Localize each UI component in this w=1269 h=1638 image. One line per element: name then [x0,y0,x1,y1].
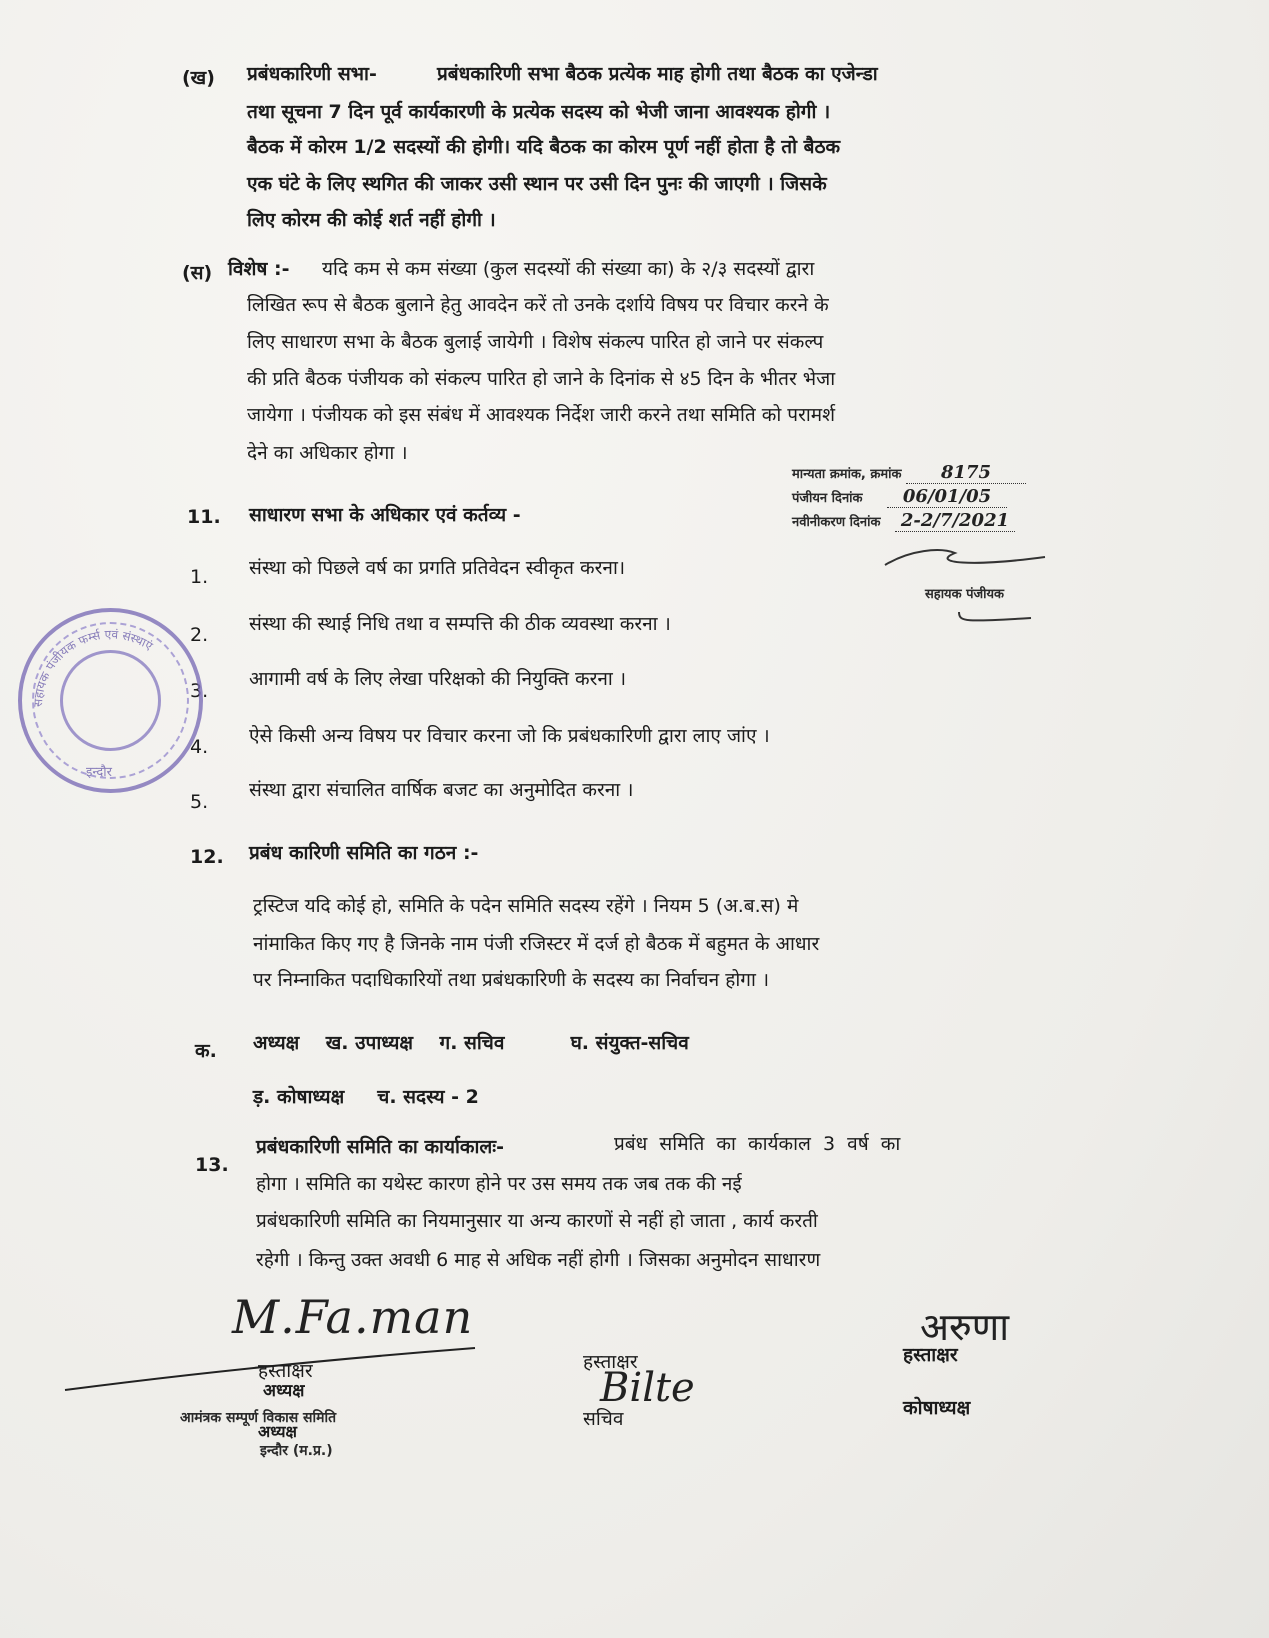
section-12-line: नांमाकित किए गए है जिनके नाम पंजी रजिस्टर में दर्ज हो बैठक में बहुमत के आधार [253,933,820,955]
section-sa-line: लिए साधारण सभा के बैठक बुलाई जायेगी । विशेष संकल्प पारित हो जाने पर संकल्प [247,331,824,353]
president-seal: आमंत्रक सम्पूर्ण विकास समिति [180,1410,337,1426]
section-11-heading: साधारण सभा के अधिकार एवं कर्तव्य - [249,504,521,526]
reg-date: 06/01/05 [887,486,1007,508]
list-item-number: 2. [190,624,209,646]
posts-row: अध्यक्ष ख. उपाध्यक्ष ग. सचिव घ. संयुक्त-सचिव [253,1032,689,1054]
treasurer-sign-label: हस्ताक्षर [903,1344,958,1366]
officer-mark [955,608,1035,628]
officer-signature [880,545,1050,575]
president-seal-title: अध्यक्ष [258,1422,297,1441]
president-title: अध्यक्ष [263,1381,305,1401]
section-13-heading: प्रबंधकारिणी समिति का कार्याकालः- [256,1136,505,1158]
list-item: आगामी वर्ष के लिए लेखा परिक्षको की नियुक्ति करना । [249,668,627,690]
section-12-number: 12. [190,846,224,868]
section-11-number: 11. [187,506,221,528]
section-kha-line: एक घंटे के लिए स्थगित की जाकर उसी स्थान पर उसी दिन पुनः की जाएगी । जिसके [247,173,827,195]
section-13-line: प्रबंधकारिणी समिति का नियमानुसार या अन्य कारणों से नहीं हो जाता , कार्य करती [256,1210,818,1232]
section-12-line: ट्रस्टिज यदि कोई हो, समिति के पदेन समिति सदस्य रहेंगे । नियम 5 (अ.ब.स) मे [253,895,799,917]
renewal-date: 2-2/7/2021 [895,510,1015,532]
section-kha-line: तथा सूचना 7 दिन पूर्व कार्यकारणी के प्रत्येक सदस्य को भेजी जाना आवश्यक होगी । [247,101,831,123]
secretary-title: सचिव [583,1408,624,1430]
treasurer-signature: अरुणा [920,1305,1010,1349]
section-sa-line: देने का अधिकार होगा । [247,442,408,464]
president-signature: M.Fa.man [232,1290,474,1344]
secretary-sign-label: हस्ताक्षर [583,1351,638,1373]
list-item: संस्था की स्थाई निधि तथा व सम्पत्ति की ठीक व्यवस्था करना । [249,613,671,635]
section-13-number: 13. [195,1154,229,1176]
posts-row: ड़. कोषाध्यक्ष च. सदस्य - 2 [253,1086,479,1108]
section-13-line: होगा । समिति का यथेस्ट कारण होने पर उस समय तक जब तक की नई [256,1173,742,1195]
post-list-marker: क. [195,1040,217,1062]
treasurer-title: कोषाध्यक्ष [903,1397,971,1419]
president-sign-label: हस्ताक्षर [258,1360,313,1382]
section-sa-line: लिखित रूप से बैठक बुलाने हेतु आवदेन करें तो उनके दर्शाये विषय पर विचार करने के [247,294,829,316]
list-item-number: 3. [190,680,209,702]
seal-text: सहायक पंजीयक फर्म्स एवं संस्थाएं [30,627,156,708]
section-sa-heading: विशेष :- [228,258,290,280]
section-kha-line: लिए कोरम की कोई शर्त नहीं होगी । [247,209,496,231]
official-seal [18,608,203,793]
secretary-signature: Bilte [600,1365,695,1411]
list-item: ऐसे किसी अन्य विषय पर विचार करना जो कि प्रबंधकारिणी द्वारा लाए जांए । [249,725,770,747]
reg-stamp-label: नवीनीकरण दिनांक [792,515,881,530]
section-sa-marker: (स) [182,262,213,284]
section-13-line: प्रबंध समिति का कार्यकाल 3 वर्ष का [614,1133,901,1155]
reg-number: 8175 [906,462,1026,484]
svg-text:सहायक पंजीयक फर्म्स एवं संस्था [31,627,156,707]
section-sa-line: की प्रति बैठक पंजीयक को संकल्प पारित हो जाने के दिनांक से ४5 दिन के भीतर भेजा [247,368,836,390]
section-sa-line: यदि कम से कम संख्या (कुल सदस्यों की संख्या का) के २/३ सदस्यों द्वारा [322,258,815,280]
reg-stamp-label: पंजीयन दिनांक [792,491,863,506]
seal-city: इन्दौर [86,765,112,780]
section-sa-line: जायेगा । पंजीयक को इस संबंध में आवश्यक निर्देश जारी करने तथा समिति को परामर्श [247,404,836,426]
reg-officer: सहायक पंजीयक [925,587,1005,602]
section-kha-heading: प्रबंधकारिणी सभा- [247,63,377,85]
section-12-line: पर निम्नाकित पदाधिकारियों तथा प्रबंधकारिणी के सदस्य का निर्वाचन होगा । [253,969,770,991]
president-seal-city: इन्दौर (म.प्र.) [260,1443,333,1459]
section-kha-marker: (ख) [182,67,215,89]
section-kha-line: प्रबंधकारिणी सभा बैठक प्रत्येक माह होगी तथा बैठक का एजेन्डा [437,63,878,85]
section-12-heading: प्रबंध कारिणी समिति का गठन :- [249,842,479,864]
section-kha-line: बैठक में कोरम 1/2 सदस्यों की होगी। यदि बैठक का कोरम पूर्ण नहीं होता है तो बैठक [247,136,841,158]
list-item-number: 5. [190,791,209,813]
reg-stamp-label: मान्यता क्रमांक, क्रमांक [792,467,902,482]
section-13-line: रहेगी । किन्तु उक्त अवधी 6 माह से अधिक नहीं होगी । जिसका अनुमोदन साधारण [256,1249,821,1271]
list-item-number: 4. [190,736,209,758]
list-item: संस्था को पिछले वर्ष का प्रगति प्रतिवेदन स्वीकृत करना। [249,557,626,579]
list-item: संस्था द्वारा संचालित वार्षिक बजट का अनुमोदित करना । [249,779,634,801]
list-item-number: 1. [190,566,209,588]
